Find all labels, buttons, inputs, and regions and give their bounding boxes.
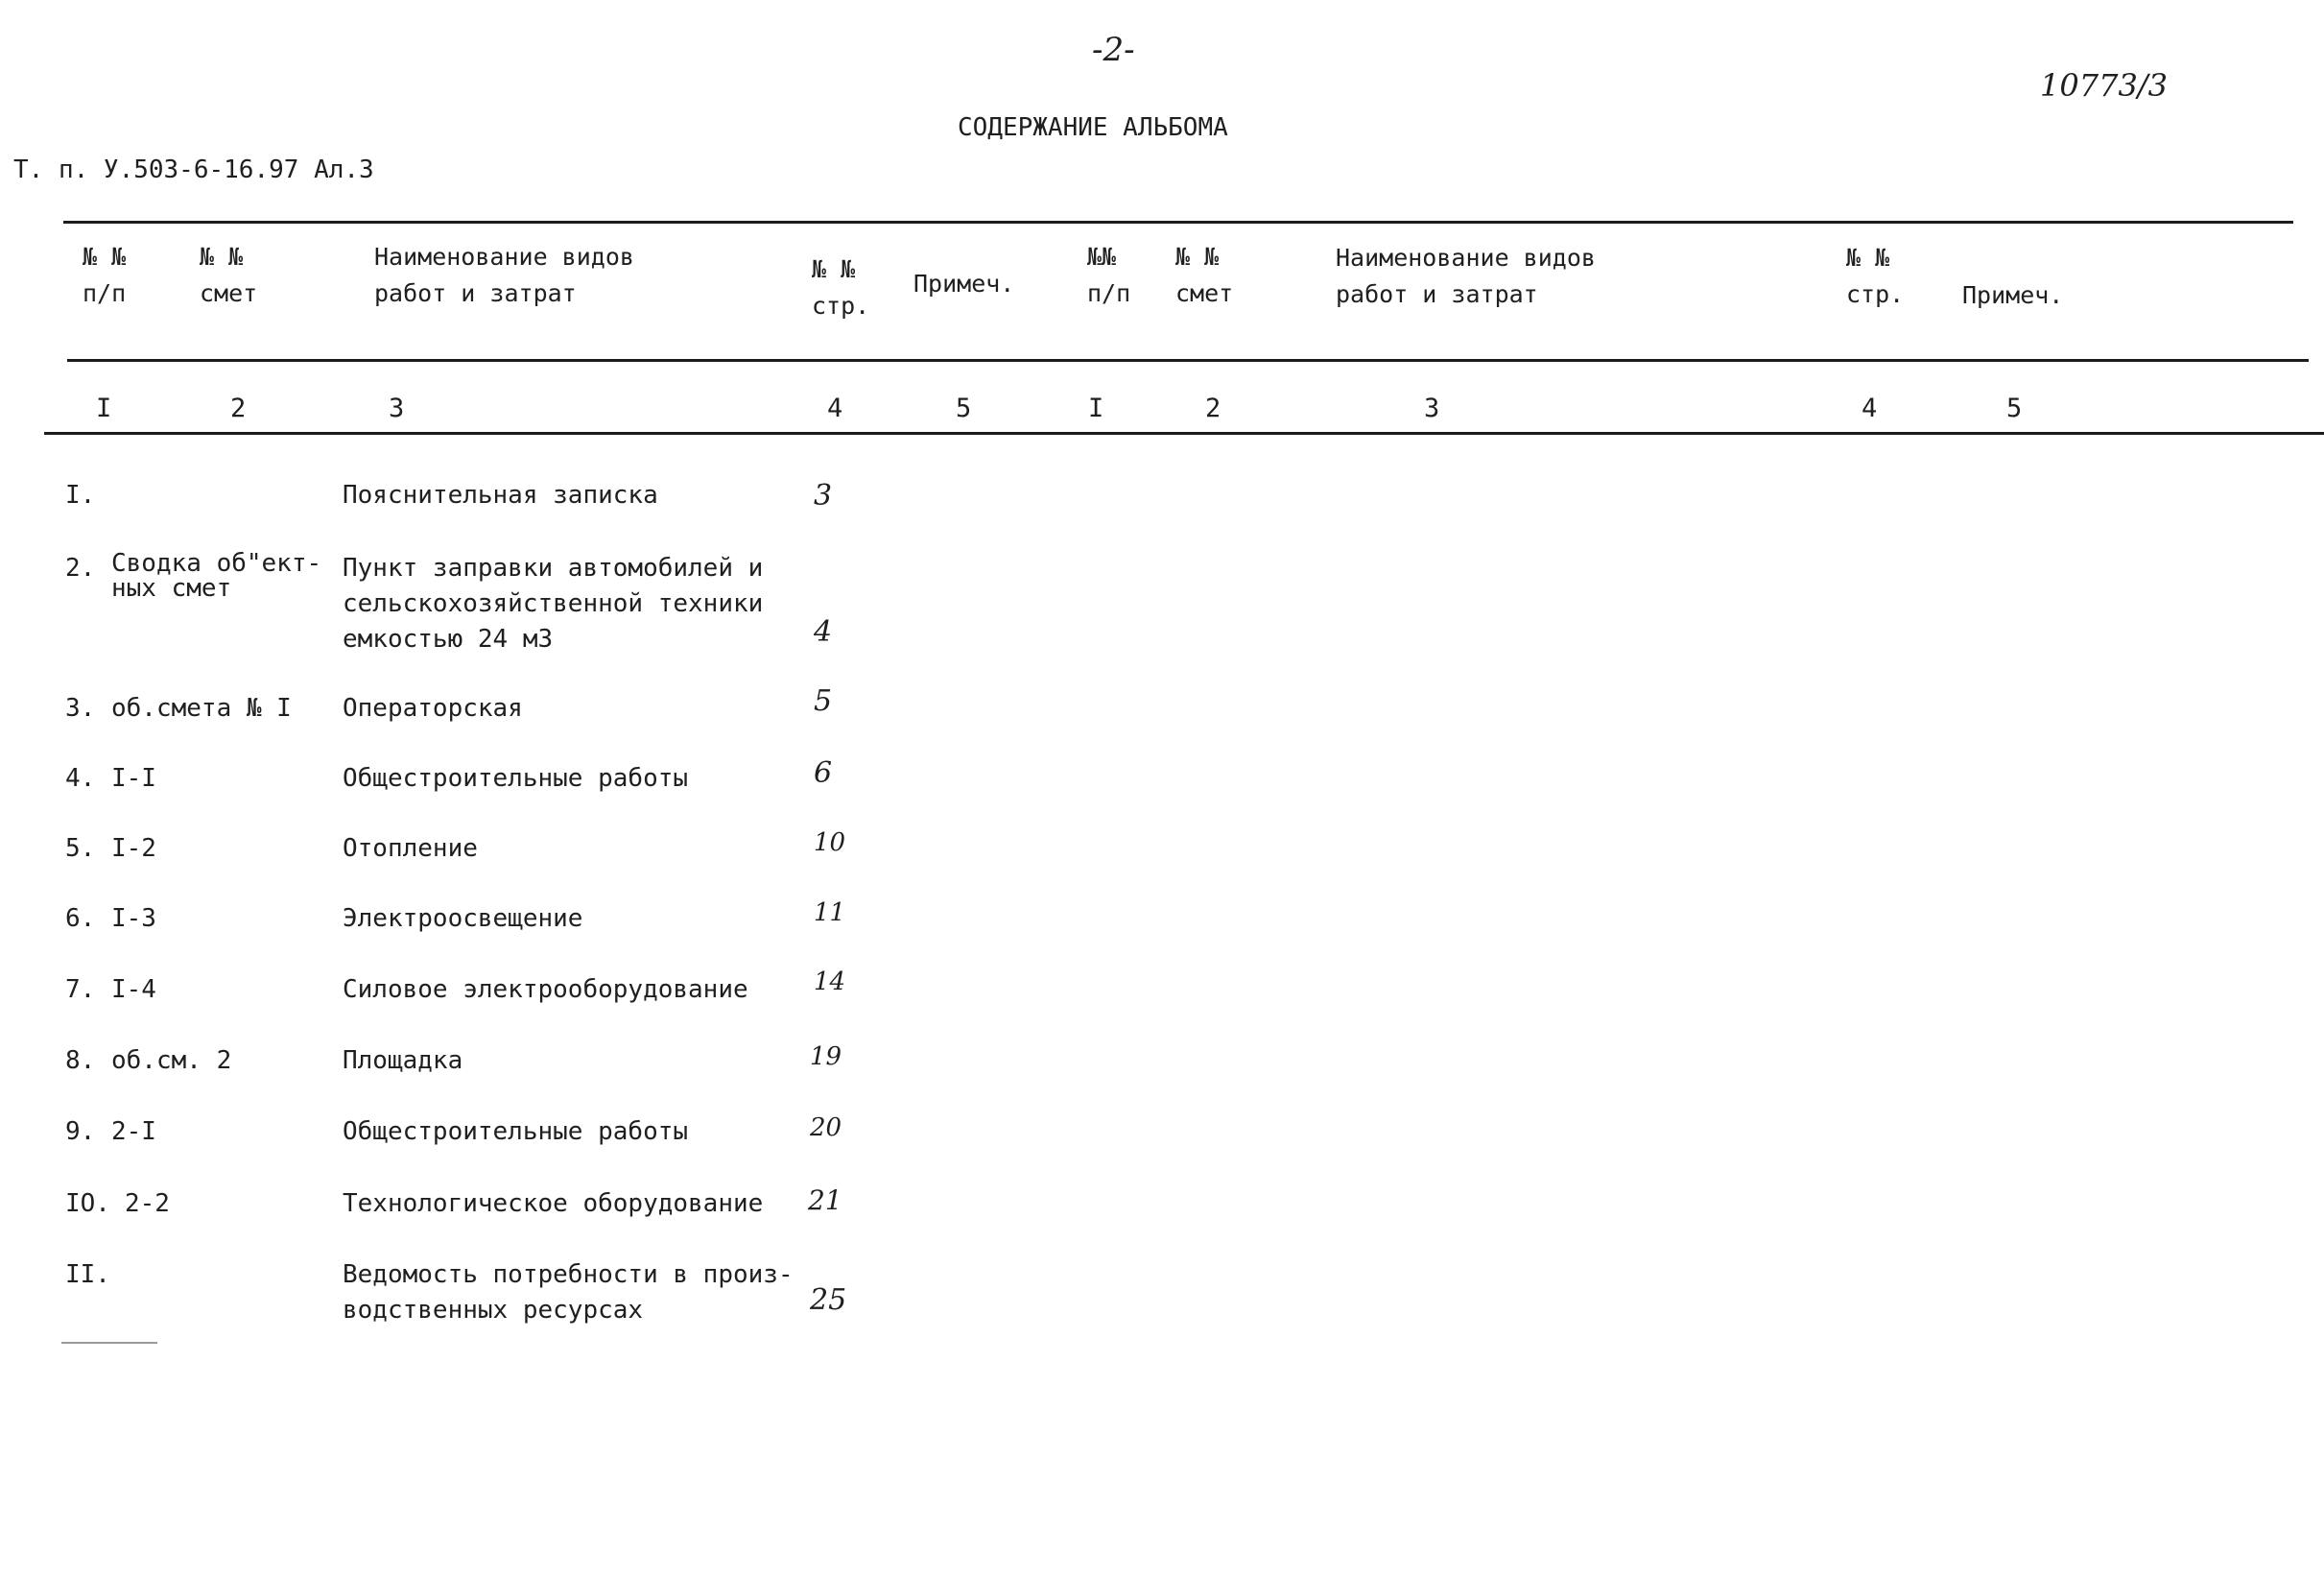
row-number: 4.: [65, 764, 96, 793]
estimate-number: 2-I: [111, 1117, 156, 1146]
row-number: I.: [65, 481, 96, 510]
row-number: 8.: [65, 1046, 96, 1075]
row-number: 9.: [65, 1117, 96, 1146]
row-number: IO.: [65, 1189, 110, 1218]
work-name: Общестроительные работы: [343, 764, 689, 793]
work-name: Ведомость потребности в произ- водственных ресурсах: [343, 1260, 794, 1325]
page-ref: 10: [814, 828, 846, 857]
work-name: Общестроительные работы: [343, 1117, 689, 1146]
estimate-number: I-3: [111, 904, 156, 933]
header-col7: № № смет: [1175, 243, 1234, 307]
scan-mark: [61, 1342, 157, 1344]
page-ref: 4: [814, 615, 833, 649]
header-col5: Примеч.: [913, 270, 1015, 298]
column-number: 5: [956, 394, 972, 423]
row-number: 2.: [65, 554, 96, 583]
estimate-number: об.смета № I: [111, 694, 292, 723]
work-name: Электроосвещение: [343, 904, 583, 933]
table-top-rule: [63, 221, 2293, 224]
work-name: Пояснительная записка: [343, 481, 658, 510]
header-col9: № № стр.: [1846, 244, 1905, 308]
estimate-number: об.см. 2: [111, 1046, 232, 1075]
work-name: Операторская: [343, 694, 523, 723]
estimate-number: 2-2: [125, 1189, 170, 1218]
estimate-number: I-2: [111, 834, 156, 863]
column-number: 2: [1205, 394, 1221, 423]
header-col1: № № п/п: [83, 243, 127, 307]
archive-number: 10773/3: [2040, 67, 2168, 104]
page-ref: 6: [814, 756, 833, 790]
row-number: II.: [65, 1260, 110, 1289]
estimate-number: I-I: [111, 764, 156, 793]
page-ref: 25: [810, 1283, 847, 1317]
header-col10: Примеч.: [1962, 281, 2064, 309]
row-number: 5.: [65, 834, 96, 863]
header-col6: №№ п/п: [1087, 243, 1131, 307]
document-code: Т. п. У.503-6-16.97 Ал.3: [13, 155, 374, 184]
header-col3: Наименование видов работ и затрат: [374, 243, 634, 307]
row-number: 6.: [65, 904, 96, 933]
page-ref: 3: [814, 479, 833, 513]
page-ref: 5: [814, 684, 833, 718]
column-number: 5: [2006, 394, 2023, 423]
column-number: I: [1088, 394, 1104, 423]
row-number: 3.: [65, 694, 96, 723]
header-col2: № № смет: [200, 243, 258, 307]
page-ref: 11: [814, 898, 846, 927]
column-number: I: [96, 394, 112, 423]
column-number: 4: [827, 394, 843, 423]
work-name: Отопление: [343, 834, 478, 863]
page-ref: 20: [810, 1113, 842, 1142]
header-col4: № № стр.: [812, 255, 870, 320]
header-bottom-rule: [67, 359, 2309, 362]
document-title: СОДЕРЖАНИЕ АЛЬБОМА: [958, 113, 1228, 142]
column-number: 4: [1862, 394, 1878, 423]
estimate-number: I-4: [111, 975, 156, 1004]
work-name: Площадка: [343, 1046, 463, 1075]
column-number: 3: [389, 394, 405, 423]
page-number: -2-: [1092, 31, 1135, 69]
column-number: 3: [1424, 394, 1440, 423]
column-number: 2: [230, 394, 247, 423]
page-ref: 14: [814, 968, 846, 996]
row-number: 7.: [65, 975, 96, 1004]
work-name: Пункт заправки автомобилей и сельскохозяйственной техники емкостью 24 м3: [343, 554, 764, 654]
work-name: Технологическое оборудование: [343, 1189, 764, 1218]
header-col8: Наименование видов работ и затрат: [1336, 244, 1596, 308]
page-ref: 21: [808, 1184, 842, 1216]
work-name: Силовое электрооборудование: [343, 975, 748, 1004]
column-numbers-rule: [44, 432, 2324, 435]
estimate-number: Сводка об"ект- ных смет: [111, 549, 322, 603]
page-ref: 19: [810, 1042, 842, 1071]
